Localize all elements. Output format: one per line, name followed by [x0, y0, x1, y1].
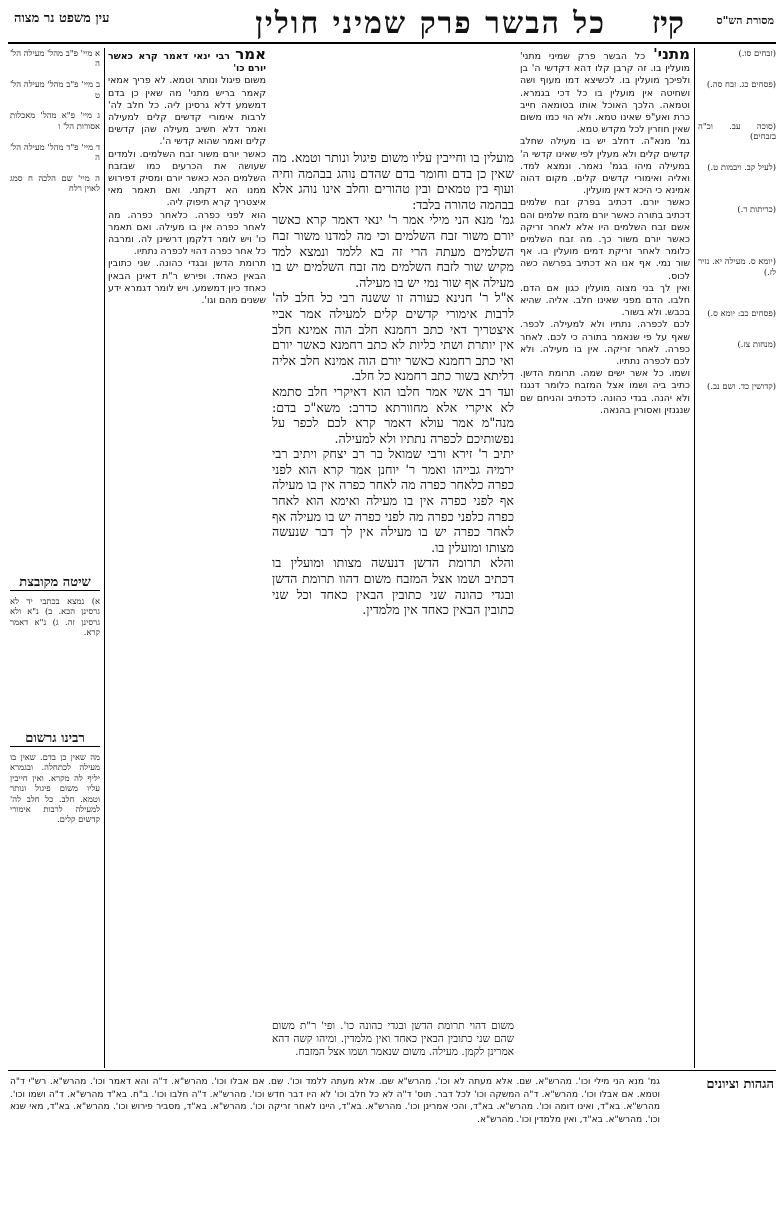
gemara-column: [272, 150, 514, 710]
haggahot-column: [10, 1076, 660, 1200]
margin-ref: (פסחים כב: יומא ס.): [707, 308, 776, 319]
margin-note: ב מיי' פ"ב מהל' מעילה הל' ט: [10, 79, 100, 100]
tosafot-dibbur: אמר: [235, 48, 266, 63]
gemara-paragraph: מועלין בו וחייבין עליו משום פיגול ונותר וטמא. מה שאין כן בדם וחומר בדם שהדם נוהג בבהמה וחיה ועוף בין טמאים ובין טהורים וחלב אינו נוהג אלא בבהמה טהורה בלבד:: [272, 150, 514, 212]
rabbeinu-text: מה שאין כן בדם. שאין בו מעילה לכתחלה. ובגמרא יליף לה מקרא. ואין חייבין עליו משום פיגול ונותר וטמא. חלב. כל חלב לה' למעילה לרבות אימורי קדשים קלים.: [10, 752, 100, 825]
bottom-mishnah: משום דהוי תרומת הדשן ובגדי כהונה כו'. ופי' ר"ת משום שהם שני כתובין הבאין כאחד ואין מלמדין. ומיהו קשה דהא אמרינן לקמן. מעילה. משום שנאמר ושמו אצל המזבח.: [272, 1020, 514, 1058]
divider: [104, 48, 105, 1068]
haggahot-title: הגהות וציונים: [706, 1077, 774, 1092]
margin-ref: (מנחות צז.): [737, 339, 776, 350]
shita-text: א) נמצא בכתבי יד לא גרסינן הכא. ב) נ"א ולא גרסינן זה. ג) נ"א דאמר קרא.: [10, 596, 100, 638]
haggahot-text: גמ' מנא הני מילי וכו'. מהרש"א. שם. אלא מעתה לא וכו'. מהרש"א שם. אלא מעתה ללמד וכו'. שם. אם אבלו וכו'. מהרש"א. ד"ה והא דאמר וכו'. מהרש"א. רש"י ד"ה וטמא. אם אבלו וכו'. מהרש"א. ד"ה המשקה וכו' לכל דבר. תוס' ד"ה לא כל חלב וכו' לא היו דבר חדש וכו'. מהרש"א. ד"ה חלבו וכו'. ב"ח. בא"ד מהרש"א. ד"ה ושמו וכו'. מהרש"א. בא"ד, ואינו דומה וכו'. מהרש"א. בא"ד, והכי אמרינן וכו'. מהרש"א. בא"ד, היינו לאחר זריקה וכו'. מהרש"א. בא"ד, מסביר פירוש וכו'. מהרש"א. בא"ד, מאי שנא וכו'. מהרש"א. בא"ד, ואין מלמדין וכו'. מהרש"א.: [10, 1077, 660, 1125]
shita-column: [10, 596, 100, 716]
mishnah-text: כל הבשר פרק שמיני מתני' מועלין בו. זה קרבן קלו דהא דקדשי ה' בן ולפיכך מועלין בו. לכשיצא דמו מעוף ושה ושחיטה אין מועלין בו כל דכי בגמרא. וטמאה. הלכך האוכל אותו בטומאה חייב כרת ואע"פ שאינו טמא. ולא הוי כמו משום שאין חוזרין לכל מקדש טמא.: [520, 51, 690, 136]
mishnah-opening: מתני': [653, 48, 690, 63]
mesoret-label: מסורת הש"ס: [716, 14, 774, 27]
margin-note: ה מיי' שם הלכה ח סמג לאוין רלח: [10, 172, 100, 194]
tosafot-paragraph: תרומת הדשן ובגדי כהונה. שני כתובין הבאין כאחד. ופירש ר"ת דאינן הבאין כאחד כיון דמשמע. ויש לומר דגמרא ידע ששנים מהם וגו'.: [108, 258, 266, 307]
margin-note: ד מיי' פ"ד מהל' מעילה הל' ה: [10, 141, 100, 163]
ein-mishpat-label: עין משפט נר מצוה: [14, 11, 110, 26]
margin-ref: (כריתות ד.): [737, 204, 776, 215]
rashi-paragraph: כאשר יורם. דכתיב בפרק זבח שלמים דכתיב בתורה כאשר יורם מזבח שלמים והם אשם זבח השלמים היו אלא לאחר זריקה כאשר יורם משור כך. מה זבח השלמים כלומר לאחר זריקת דמים מועלין בו. אף שור נמי. אף אנו הא דכתיב בפרשה כשה לכוס.: [520, 197, 690, 282]
rashi-paragraph: גמ' מנא"ה. דחלב יש בו מעילה שחלב קדשים קלים ולא מעלין לפי שאינו קדשי ה' במעילה מיהו בגמ' נאמר. ונמצא למד. ואליה ואימורי קדשים קלים. מקום דהוה אמינא כי היכא דאין מועלין.: [520, 136, 690, 197]
page-title: כל הבשר פרק שמיני חולין: [255, 6, 606, 41]
margin-ref: (סוכה עב. וכ"ה בזבחים): [698, 120, 776, 142]
margin-note: א מיי' פ"ב מהל' מעילה הל' ה: [10, 48, 100, 69]
margin-ref: (זבחים סו.): [738, 48, 776, 58]
divider: [694, 48, 695, 1068]
page-number: קיז: [651, 6, 684, 41]
tosafot-column: [108, 48, 266, 1058]
tosafot-paragraph: כאשר יורם משור זבח השלמים. ולמדים שעושה את הכרעים כמו שבזבח השלמים הכא כאשר יורם ומסיק דפירוש ממנו הא דקתני. ואם תאמר מאי איצטריך קרא תיפוק ליה.: [108, 148, 266, 209]
mishnah-paragraph: [520, 48, 690, 136]
rashi-column: [520, 48, 690, 1058]
footer-rule: [8, 1070, 776, 1071]
margin-ref: (קדושין כד. ושם נב.): [707, 381, 776, 391]
rabbeinu-column: [10, 752, 100, 1062]
gemara-paragraph: גמ' מנא הני מילי אמר ר' ינאי דאמר קרא כאשר יורם משור זבח השלמים וכי מה למדנו משור זבח השלמים מעתה הרי זה בא ללמד ונמצא למד מקיש שור לזבח השלמים מה זבח השלמים יש בו מעילה אף שור נמי יש בו מעילה.: [272, 212, 514, 290]
margin-ref: (יומא ס. מעילה יא. נזיר לז.): [698, 256, 776, 277]
gemara-paragraph: ועד רב אשי אמר חלבו הוא דאיקרי חלב סתמא לא איקרי אלא מחוורתא כדרב: משא"כ בדם: מנה"מ אמר עולא דאמר קרא לכם לכפר על נפשותיכם לכפרה נתתיו ולא למעילה.: [272, 383, 514, 446]
margin-left-column: [10, 48, 100, 568]
gemara-paragraph: והלא תרומת הדשן דנעשה מצותו ומועלין בו דכתיב ושמו אצל המזבח משום דהוו תרומת הדשן ובגדי כהונה שני כתובין הבאין כאחד וכל שני כתובין הבאין כאחד אין מלמדין.: [272, 555, 514, 618]
rashi-paragraph: ושמו. כל אשר ישים שמה. תרומת הדשן. כתיב ביה ושמו אצל המזבח כלומר דנגנז ולא יהנה. בגדי כהונה. כדכתיב והניחם שם שנגנזין ואסורין בהנאה.: [520, 368, 690, 416]
tosafot-opening: [108, 48, 266, 75]
header-rule: [8, 42, 776, 44]
gemara-paragraph: יתיב ר' זירא ורבי שמואל בר רב יצחק ויתיב רבי ירמיה גבייהו ואמר ר' יוחנן אמר קרא הוא לפני כפרה כלאחר כפרה מה לאחר כפרה אין בו מעילה אף לפני כפרה אין בו מעילה ואימא הוא לאחר כפרה כלפני כפרה מה לפני כפרה יש בו מעילה אף לאחר כפרה יש בו מעילה אין לך דבר שנעשה מצותו ומועלין בו.: [272, 446, 514, 555]
margin-ref: (פסחים כג. זבח סה.): [706, 79, 776, 90]
bottom-band: [272, 1020, 514, 1064]
rabbeinu-title: רבינו גרשום: [10, 730, 100, 747]
page-header: [8, 6, 776, 40]
margin-right-column: [698, 48, 776, 1058]
margin-note: ג מיי' פ"א מהל' מאכלות אסורות הל' ו: [10, 110, 100, 131]
rashi-paragraph: ואין לך בני מצוה מועלין כגון אם הדם. חלבו. הדם מפני שאינו חלב. אליה. שהיא בכבש. ולא בשור.: [520, 282, 690, 319]
tosafot-paragraph: משום פיגול ונותר וטמא. לא פריך אמאי קאמר בריש מתני' מה שאין כן בדם דמשמע דלא גרסינן ליה. כל חלב לה' לרבות אימורי קדשים קלים למעילה ואמר דלא חשיב מעילה שהן קדשים קלים ואמר שהוא קדשי ה'.: [108, 75, 266, 148]
margin-ref: (לעיל קב. ויבמות ט.): [707, 162, 776, 173]
tosafot-heading: רבי ינאי דאמר קרא כאשר יורם כו': [108, 51, 266, 75]
rashi-paragraph: לכם לכפרה. נתתיו ולא למעילה. לכפר. שאף על פי שנאמר בתורה כי לכם. לאחר כפרה. לאחר זריקה. אין בו מעילה. ולא לכם לכפרה נתתיו.: [520, 319, 690, 368]
gemara-paragraph: א"ל ר' חנינא כעורה זו ששנה רבי כל חלב לה' לרבות אימורי קדשים קלים למעילה אמר אביי איצטריך דאי כתב רחמנא חלב הוה אמינא חלב אין יותרת ושתי כליות לא כתב רחמנא כאשר יורם ואי כתב רחמנא כאשר יורם הוה אמינא חלב אליה דליתא בשור כתב רחמנא כל חלב.: [272, 290, 514, 384]
shita-title: שיטה מקובצת: [10, 574, 100, 591]
tosafot-paragraph: הוא לפני כפרה. כלאחר כפרה. מה לאחר כפרה אין בו מעילה. ואם תאמר כו' ויש לומר דלקמן דרשינן לה. ומרבה כל אחר כפרה דהוי לכפרה נתתיו.: [108, 209, 266, 258]
